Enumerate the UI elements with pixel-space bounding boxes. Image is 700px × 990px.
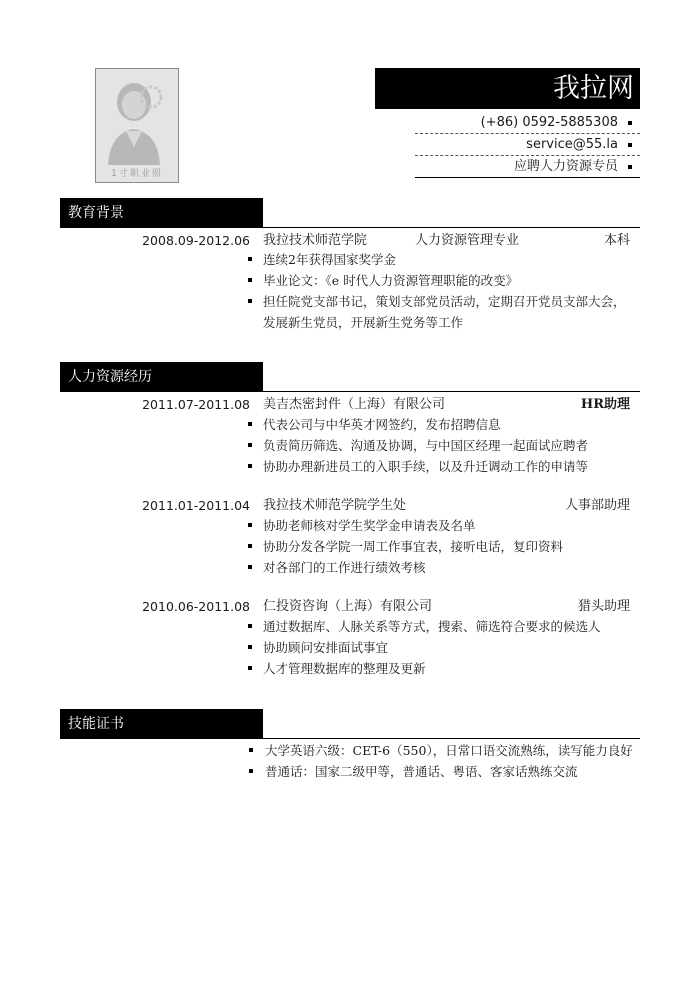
list-item: 负责简历筛选、沟通及协调，与中国区经理一起面试应聘者 <box>243 435 635 456</box>
experience-entry <box>60 395 635 415</box>
experience-duties-list <box>243 616 635 679</box>
experience-section-header <box>60 362 640 392</box>
job-role: 猎头助理 <box>577 599 630 614</box>
square-bullet-icon <box>628 143 632 147</box>
job-objective: 应聘人力资源专员 <box>513 159 618 174</box>
experience-date: 2011.01-2011.04 <box>142 498 250 513</box>
name-banner <box>375 68 640 109</box>
school-name: 我拉技术师范学院 <box>263 233 368 248</box>
company-name: 美吉杰密封件（上海）有限公司 <box>263 397 446 412</box>
experience-duties-list <box>243 414 635 477</box>
list-item: 协助分发各学院一周工作事宜表，接听电话，复印资料 <box>243 536 635 557</box>
list-item: 对各部门的工作进行绩效考核 <box>243 557 635 578</box>
experience-date: 2011.07-2011.08 <box>142 397 250 412</box>
major-name: 人力资源管理专业 <box>415 233 520 248</box>
phone-number: (+86) 0592-5885308 <box>480 115 618 130</box>
education-date: 2008.09-2012.06 <box>142 233 250 248</box>
skills-list <box>243 740 635 782</box>
list-item: 担任院党支部书记，策划支部党员活动，定期召开党员支部大会，发展新生党员，开展新生党务等工作 <box>243 291 635 333</box>
education-details-list <box>243 249 635 333</box>
phone-row <box>415 112 640 134</box>
experience-entry <box>60 496 635 516</box>
list-item: 毕业论文：《e 时代人力资源管理职能的改变》 <box>243 270 635 291</box>
list-item: 连续2年获得国家奖学金 <box>243 249 635 270</box>
experience-duties-list <box>243 515 635 578</box>
list-item: 协助顾问安排面试事宜 <box>243 637 635 658</box>
list-item: 通过数据库、人脉关系等方式，搜索、筛选符合要求的候选人 <box>243 616 635 637</box>
list-item: 普通话：国家二级甲等，普通话、粤语、客家话熟练交流 <box>243 761 635 782</box>
square-bullet-icon <box>628 121 632 125</box>
education-entry <box>60 231 635 251</box>
company-name: 仁投资咨询（上海）有限公司 <box>263 599 433 614</box>
experience-date: 2010.06-2011.08 <box>142 599 250 614</box>
skills-section-title: 技能证书 <box>60 709 263 738</box>
experience-section-title: 人力资源经历 <box>60 362 263 391</box>
photo-caption: 1寸职业照 <box>111 169 163 179</box>
candidate-name: 我拉网 <box>553 73 634 104</box>
degree: 本科 <box>603 233 630 248</box>
list-item: 大学英语六级：CET-6（550），日常口语交流熟练，读写能力良好 <box>243 740 635 761</box>
company-name: 我拉技术师范学院学生处 <box>263 498 407 513</box>
education-section-header <box>60 198 640 228</box>
list-item: 协助办理新进员工的入职手续，以及升迁调动工作的申请等 <box>243 456 635 477</box>
email-row <box>415 134 640 156</box>
education-section-title: 教育背景 <box>60 198 263 227</box>
experience-entry <box>60 597 635 617</box>
square-bullet-icon <box>628 165 632 169</box>
skills-section-header <box>60 709 640 739</box>
job-role: HR助理 <box>580 397 630 412</box>
email-address: service@55.la <box>526 137 618 152</box>
list-item: 代表公司与中华英才网签约，发布招聘信息 <box>243 414 635 435</box>
list-item: 协助老师核对学生奖学金申请表及名单 <box>243 515 635 536</box>
list-item: 人才管理数据库的整理及更新 <box>243 658 635 679</box>
objective-row <box>415 156 640 178</box>
job-role: 人事部助理 <box>564 498 630 513</box>
profile-photo-placeholder <box>95 68 179 183</box>
